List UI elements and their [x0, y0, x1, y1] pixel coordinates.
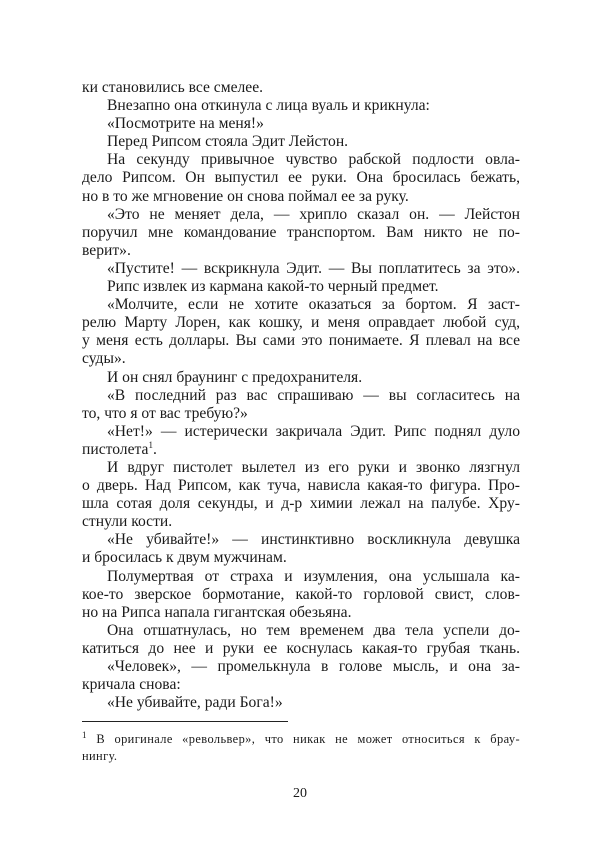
footnote-text: В оригинале «револьвер», что никак не может относиться к брау- [96, 732, 520, 746]
line-text: «Пустите! — вскрикнула Эдит. — Вы поплатитесь за это». [107, 259, 520, 277]
text-line [82, 531, 520, 549]
line-text: Полумертвая от страха и изумления, она услышала ка- [107, 567, 520, 585]
text-line [82, 115, 520, 133]
line-text: «Не убивайте!» — инстинктивно воскликнула девушка [107, 531, 520, 549]
line-text: ки становились все смелее. [82, 79, 264, 96]
footnote [82, 731, 520, 765]
footnote-divider [82, 721, 288, 722]
text-line [82, 622, 520, 640]
line-text: «В последний раз вас спрашиваю — вы согласитесь на [107, 386, 520, 404]
text-line [82, 549, 520, 567]
line-text: верит». [82, 241, 131, 259]
line-text: катиться до нее и руки ее коснулась какая-то грубая ткань. [82, 639, 520, 657]
text-line [82, 206, 520, 224]
text-line [82, 568, 520, 586]
line-text: Внезапно она откинула с лица вуаль и крикнула: [107, 97, 430, 115]
line-text: кричала снова: [82, 676, 181, 694]
line-text: кое-то зверское бормотание, какой-то горловой свист, слов- [82, 585, 520, 603]
line-text: и бросилась к двум мужчинам. [82, 549, 287, 567]
text-line [82, 260, 520, 278]
text-line [82, 133, 520, 151]
line-text: И вдруг пистолет вылетел из его руки и звонко лязгнул [107, 458, 520, 476]
text-line [82, 369, 520, 387]
text-line [82, 278, 520, 296]
line-text: «Посмотрите на меня!» [107, 115, 264, 133]
line-text: релю Марту Лорен, как кошку, и меня оправдает любой суд, [82, 314, 520, 332]
text-line [82, 441, 520, 459]
text-line [82, 332, 520, 350]
text-line [82, 151, 520, 169]
text-line [82, 188, 520, 206]
line-text: поручил мне командование транспортом. Вам никто не по- [82, 223, 520, 241]
footnote-reference[interactable]: 1 [148, 440, 153, 450]
footnote-line [82, 748, 520, 765]
line-text: но на Рипса напала гигантская обезьяна. [82, 603, 352, 621]
text-line [82, 224, 520, 242]
text-line [82, 586, 520, 604]
text-line [82, 405, 520, 423]
page-number: 20 [293, 786, 307, 801]
line-text: суды». [82, 350, 126, 368]
line-text: Рипс извлек из кармана какой-то черный предмет. [107, 278, 439, 296]
line-text: «Нет!» — истерически закричала Эдит. Рипс поднял дуло [107, 422, 520, 440]
body-text [82, 79, 520, 712]
text-line [82, 694, 520, 712]
text-line [82, 640, 520, 658]
text-line [82, 676, 520, 694]
line-text: «Молчите, если не хотите оказаться за бортом. Я заст- [107, 296, 520, 314]
line-text: то, что я от вас требую?» [82, 404, 248, 422]
line-text: о дверь. Над Рипсом, как туча, нависла какая-то фигура. Про- [82, 477, 520, 495]
text-line [82, 387, 520, 405]
footnote-marker: 1 [82, 729, 87, 740]
text-line [82, 97, 520, 115]
line-text: «Не убивайте, ради Бога!» [107, 694, 283, 712]
text-line [82, 314, 520, 332]
line-text: И он снял браунинг с предохранителя. [107, 368, 363, 386]
text-line [82, 169, 520, 187]
line-text: но в то же мгновение он снова поймал ее за руку. [82, 187, 409, 205]
line-text: . [152, 440, 157, 458]
line-text: «Это не меняет дела, — хрипло сказал он. — Лейстон [107, 205, 520, 223]
line-text: стнули кости. [82, 513, 173, 531]
text-line [82, 477, 520, 495]
line-text: дело Рипсом. Он выпустил ее руки. Она бросилась бежать, [82, 169, 520, 187]
line-text: шла сотая доля секунды, и д-р химии лежал на палубе. Хру- [82, 495, 520, 513]
line-text: пистолета [82, 440, 149, 458]
line-text: На секунду привычное чувство рабской подлости овла- [107, 151, 520, 169]
text-line [82, 459, 520, 477]
line-text: «Человек», — промелькнула в голове мысль, и она за- [107, 658, 520, 675]
text-line [82, 350, 520, 368]
text-line [82, 495, 520, 513]
text-line [82, 296, 520, 314]
line-text: Перед Рипсом стояла Эдит Лейстон. [107, 133, 349, 151]
footnote-text: нингу. [82, 749, 118, 763]
text-line [82, 604, 520, 622]
text-line [82, 423, 520, 441]
text-line [82, 79, 520, 97]
text-line [82, 658, 520, 676]
line-text: Она отшатнулась, но тем временем два тела успели до- [107, 621, 520, 639]
text-line [82, 242, 520, 260]
line-text: у меня есть доллары. Вы сами это понимаете. Я плевал на все [82, 332, 520, 350]
footnote-line [82, 731, 520, 748]
text-line [82, 513, 520, 531]
